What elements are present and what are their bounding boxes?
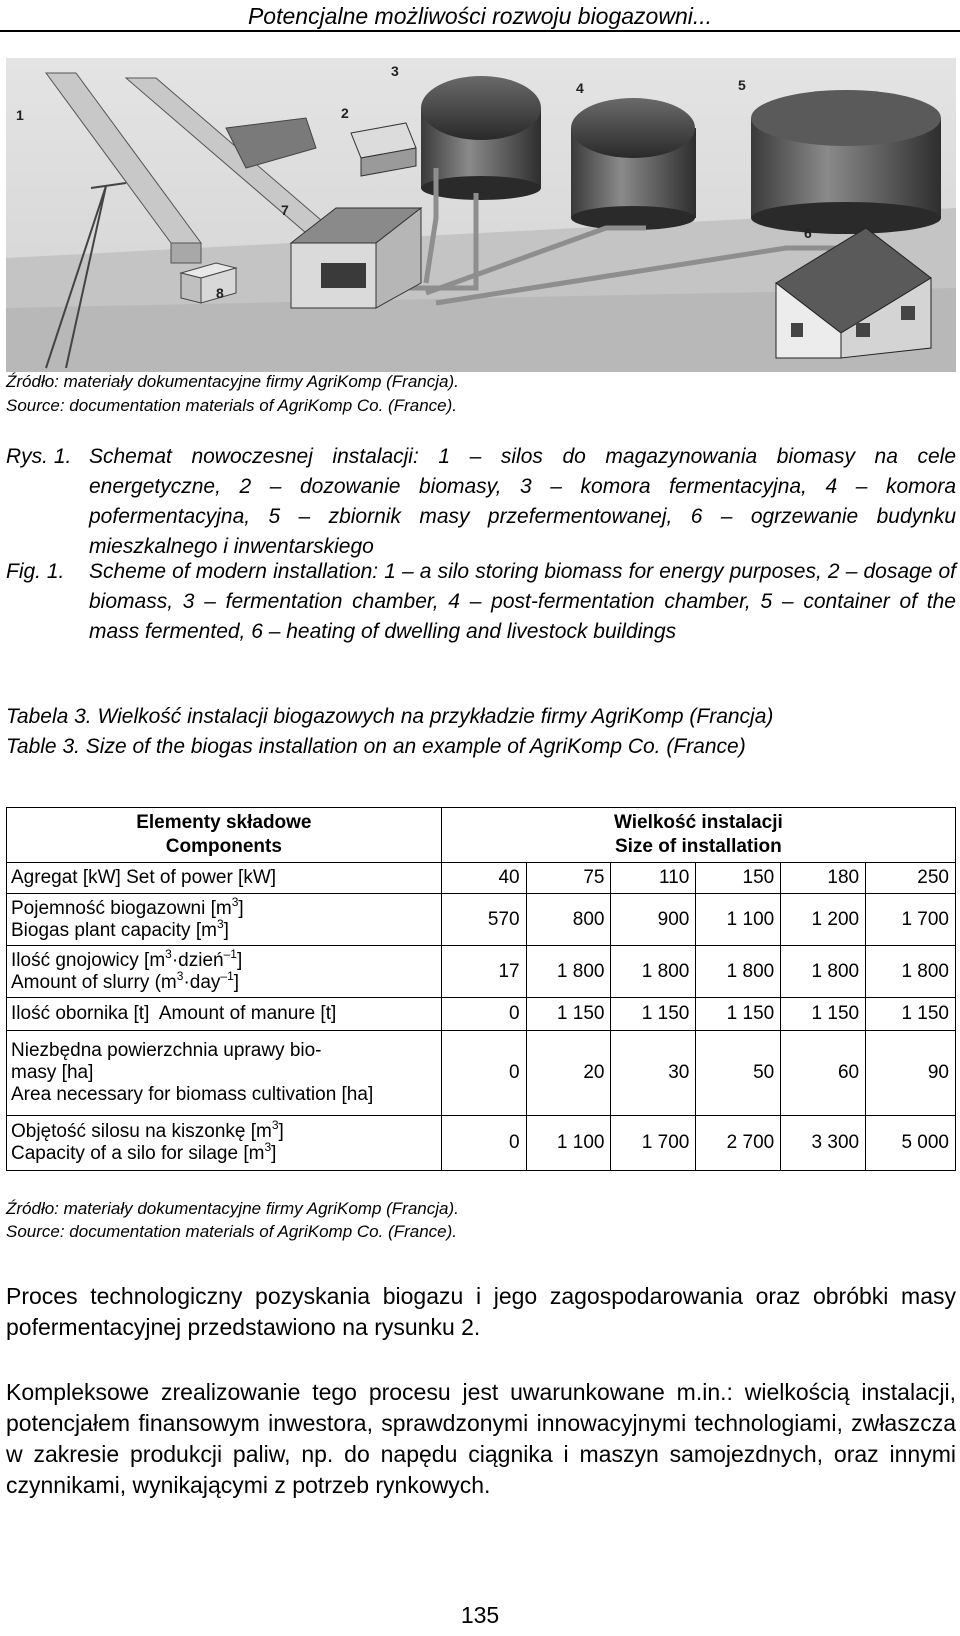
table-row: Niezbędna powierzchnia uprawy bio- masy [ha] Area necessary for biomass cultivation [ha] 0 20 30 50 60 90 <box>7 1031 956 1116</box>
callout-4: 4 <box>576 80 584 96</box>
table-row: Agregat [kW] Set of power [kW] 40 75 110 150 180 250 <box>7 863 956 894</box>
body-paragraph-1: Proces technologiczny pozyskania biogazu i jego zagospodarowania oraz obróbki masy pofermentacyjnej przedstawiono na rysunku 2. <box>6 1283 956 1340</box>
figure-source-pl: Źródło: materiały dokumentacyjne firmy AgriKomp (Francja). <box>6 372 459 391</box>
running-header: Potencjalne możliwości rozwoju biogazowni... <box>247 3 713 29</box>
table-title-en: Table 3. Size of the biogas installation on an example of AgriKomp Co. (France) <box>6 735 746 758</box>
table-row: Pojemność biogazowni $[m^3]$ Biogas plant capacity $[m^3]$ 570 800 900 1 100 1 200 1 700 <box>7 894 956 946</box>
callout-5: 5 <box>738 77 746 93</box>
callout-6: 6 <box>804 225 812 241</box>
table-row: Objętość silosu na kiszonkę $[m^3]$ Capacity of a silo for silage $[m^3]$ 0 1 100 1 700 2 700 3 300 5 000 <box>7 1116 956 1171</box>
row-label: Agregat [kW] Set of power [kW] <box>7 863 442 894</box>
caption-text-en: Scheme of modern installation: 1 – a silo storing biomass for energy purposes, 2 – dosage of biomass, 3 – fermentation chamber, 4 – post-fermentation chamber, 5 – container of the mass fermented, 6 – heating of dwelling and livestock buildings <box>89 560 956 643</box>
dosing-unit <box>351 123 416 176</box>
row-label: Ilość gnojowicy $[m^3\cdot dzień^{-1}]$ Amount of slurry $(m^3\cdot day^{-1}]$ <box>7 946 442 998</box>
caption-label-pl: Rys. 1. <box>6 445 72 468</box>
callout-8: 8 <box>216 285 224 301</box>
row-label: Pojemność biogazowni $[m^3]$ Biogas plant capacity $[m^3]$ <box>7 894 442 946</box>
table-header-row <box>7 808 956 863</box>
callout-7: 7 <box>281 202 289 218</box>
callout-3: 3 <box>391 63 399 79</box>
callout-2: 2 <box>341 105 349 121</box>
table-source-en: Source: documentation materials of AgriKomp Co. (France). <box>6 1222 458 1241</box>
figure-source-en: Source: documentation materials of AgriKomp Co. (France). <box>6 396 458 415</box>
page-number: 135 <box>460 1602 500 1628</box>
header-rule <box>0 30 960 32</box>
row-label: Niezbędna powierzchnia uprawy bio- masy [ha] Area necessary for biomass cultivation [ha] <box>7 1031 442 1116</box>
fermentation-tank <box>421 76 541 200</box>
caption-text-pl: Schemat nowoczesnej instalacji: 1 – silos do magazynowania biomasy na cele energetyczne, 2 – dozowanie biomasy, 3 – komora fermentacyjna, 4 – komora pofermentacyjna, 5 – zbiornik masy przefermentowanej, 6 – ogrzewanie budynku mieszkalnego i inwentarskiego <box>89 445 956 558</box>
header-components: Elementy składowe Components <box>7 808 442 863</box>
caption-label-en: Fig. 1. <box>6 560 65 583</box>
header-size: Wielkość instalacji Size of installation <box>441 808 955 863</box>
body-paragraph-2: Kompleksowe zrealizowanie tego procesu jest uwarunkowane m.in.: wielkością instalacji, potencjałem finansowym inwestora, sprawdzonymi innowacyjnymi technologiami, zwłaszcza w zakresie produkcji paliw, np. do napędu ciągnika i maszyn samojezdnych, oraz innymi czynnikami, wynikającymi z potrzeb rynkowych. <box>6 1379 956 1498</box>
digestate-tank <box>751 90 941 234</box>
table-source-pl: Źródło: materiały dokumentacyjne firmy AgriKomp (Francja). <box>6 1199 459 1218</box>
row-label: Objętość silosu na kiszonkę $[m^3]$ Capacity of a silo for silage $[m^3]$ <box>7 1116 442 1171</box>
table-title-pl: Tabela 3. Wielkość instalacji biogazowych na przykładzie firmy AgriKomp (Francja) <box>6 705 774 728</box>
callout-1: 1 <box>16 107 24 123</box>
figure-caption-pl <box>6 442 956 562</box>
installation-illustration <box>6 58 956 372</box>
figure-caption-en <box>6 557 956 647</box>
table-row: Ilość gnojowicy $[m^3\cdot dzień^{-1}]$ Amount of slurry $(m^3\cdot day^{-1}]$ 17 1 800 1 800 1 800 1 800 1 800 <box>7 946 956 998</box>
installation-size-table <box>6 807 956 1171</box>
row-label: Ilość obornika [t] Amount of manure [t] <box>7 998 442 1031</box>
table-row: Ilość obornika [t] Amount of manure [t] 0 1 150 1 150 1 150 1 150 1 150 <box>7 998 956 1031</box>
post-fermentation-tank <box>571 98 696 230</box>
